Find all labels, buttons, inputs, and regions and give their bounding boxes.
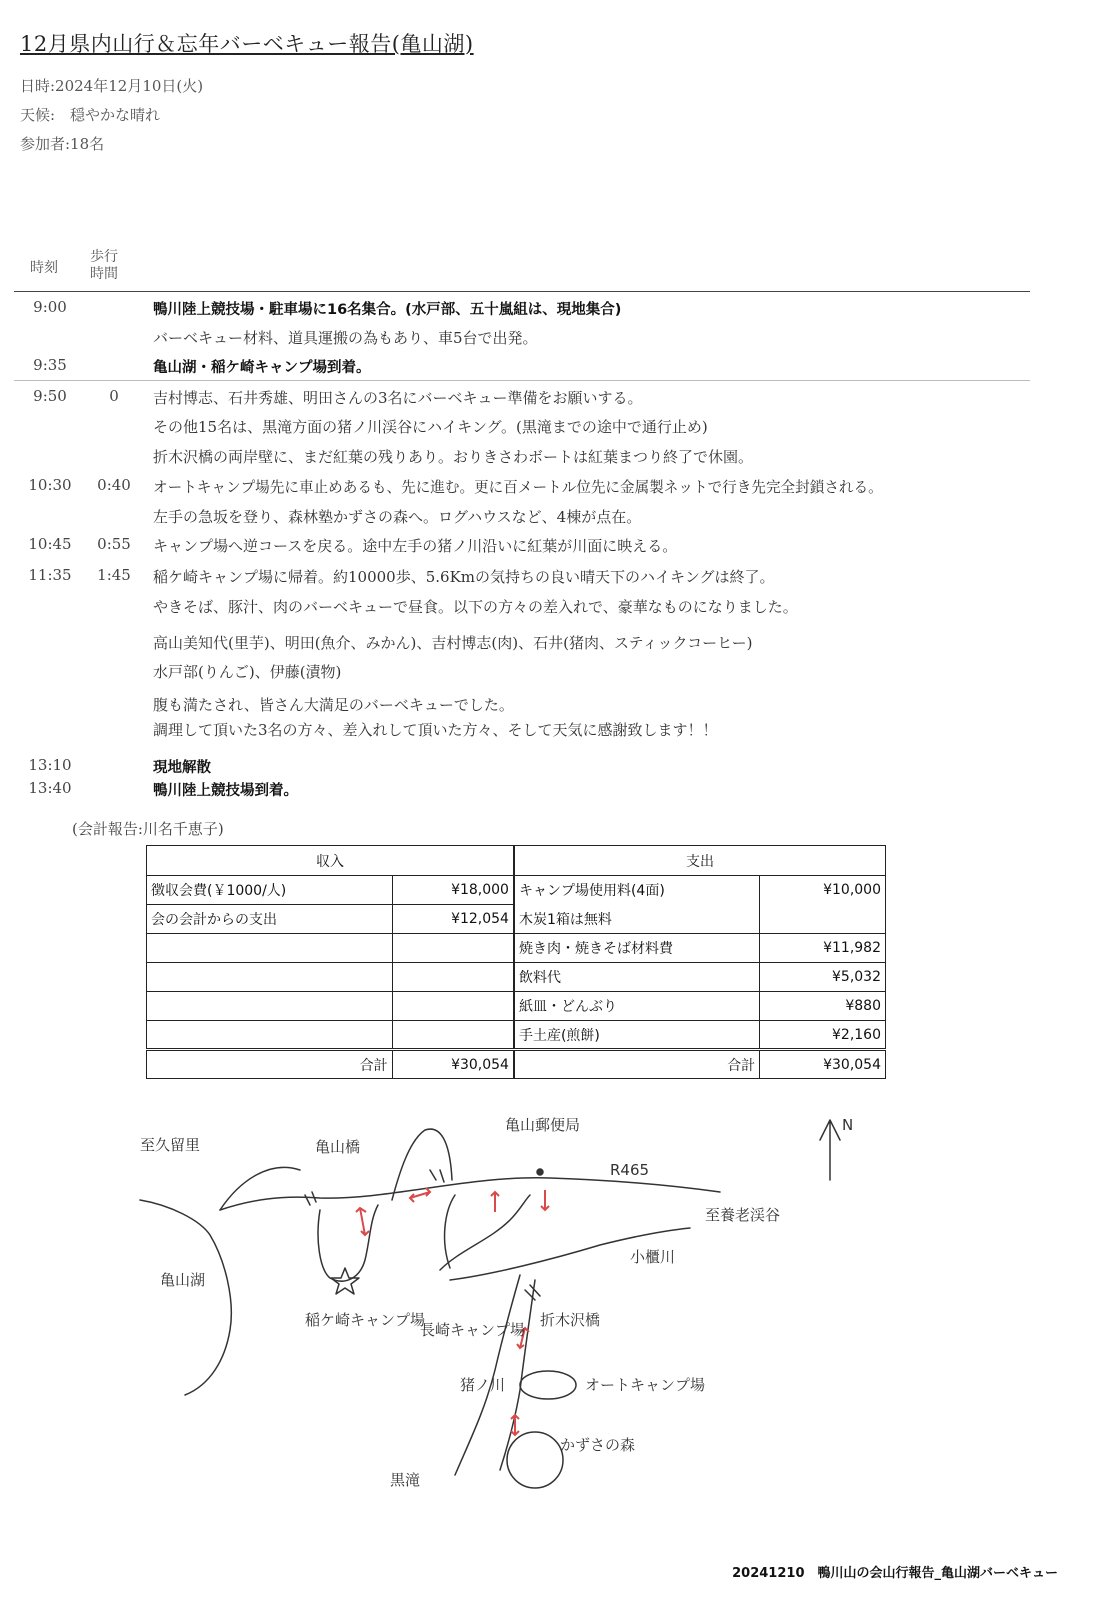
income-amount: ¥12,054 (392, 905, 514, 934)
north-arrow (820, 1120, 840, 1180)
schedule-text: やきそば、豚汁、肉のバーベキューで昼食。以下の方々の差入れで、豪華なものになりました。 (153, 598, 798, 616)
schedule-text: 亀山湖・稲ケ崎キャンプ場到着。 (153, 360, 371, 376)
schedule-time: 13:10 (28, 756, 72, 774)
schedule-row (0, 476, 1090, 500)
schedule-row (0, 779, 1090, 803)
expense-label: 木炭1箱は無料 (514, 905, 760, 934)
schedule-text: 現地解散 (153, 760, 211, 776)
road-r465 (220, 1178, 720, 1210)
route-arrow (491, 1192, 499, 1212)
accounting-row (147, 992, 886, 1021)
map-label-kurotaki: 黒滝 (390, 1471, 421, 1489)
schedule-text: バーベキュー材料、道具運搬の為もあり、車5台で出発。 (153, 329, 538, 347)
accounting-total-row (147, 1050, 886, 1079)
schedule-row (0, 327, 1090, 351)
map-label-koshigawa: 小櫃川 (630, 1248, 676, 1266)
schedule-time: 10:30 (28, 476, 72, 494)
expense-label: キャンプ場使用料(4面) (514, 876, 760, 905)
map-label-r465: R465 (610, 1161, 650, 1179)
expense-amount: ¥5,032 (760, 963, 886, 992)
route-arrow (356, 1208, 369, 1235)
schedule-time: 9:35 (33, 356, 67, 374)
report-date: 日時:2024年12月10日(火) (20, 77, 204, 95)
schedule-text: 稲ケ崎キャンプ場に帰着。約10000歩、5.6Kmの気持ちの良い晴天下のハイキングは終了。 (153, 568, 775, 586)
schedule-row (0, 446, 1090, 470)
schedule-header-walk-line2: 時間 (90, 266, 118, 282)
map-label-inagasaki: 稲ケ崎キャンプ場 (305, 1311, 426, 1329)
schedule-text: 吉村博志、石井秀雄、明田さんの3名にバーベキュー準備をお願いする。 (153, 389, 643, 407)
schedule-row (0, 694, 1090, 718)
schedule-row (0, 387, 1090, 411)
route-map (130, 1100, 854, 1520)
map-label-inogawa: 猪ノ川 (460, 1376, 506, 1394)
expense-label: 紙皿・どんぶり (514, 992, 760, 1021)
schedule-row (0, 596, 1090, 620)
income-amount: ¥18,000 (392, 876, 514, 905)
income-empty-cell (392, 934, 514, 963)
expense-header: 支出 (514, 846, 886, 876)
income-total-amount: ¥30,054 (392, 1050, 514, 1079)
expense-label: 飲料代 (514, 963, 760, 992)
schedule-text: 鴨川陸上競技場・駐車場に16名集合。(水戸部、五十嵐組は、現地集合) (153, 302, 622, 318)
map-linework (140, 1120, 840, 1488)
schedule-text: その他15名は、黒滝方面の猪ノ川渓谷にハイキング。(黒滝までの途中で通行止め) (153, 418, 708, 436)
accounting-table (146, 845, 886, 1079)
income-empty-cell (392, 963, 514, 992)
schedule-time: 11:35 (28, 566, 72, 584)
schedule-text: 鴨川陸上競技場到着。 (153, 783, 298, 799)
map-label-north: N (842, 1116, 854, 1134)
schedule-row (0, 416, 1090, 440)
schedule-row (0, 632, 1090, 656)
schedule-row (0, 756, 1090, 780)
schedule-time: 9:50 (33, 387, 67, 405)
schedule-walk: 0 (109, 387, 119, 405)
schedule-time: 10:45 (28, 535, 72, 553)
income-empty-cell (147, 1021, 393, 1050)
expense-total-label: 合計 (514, 1050, 760, 1079)
schedule-text: 左手の急坂を登り、森林塾かずさの森へ。ログハウスなど、4棟が点在。 (153, 508, 642, 526)
schedule-walk: 0:55 (97, 535, 131, 553)
river-inogawa (455, 1275, 520, 1475)
accounting-row (147, 934, 886, 963)
post-office-dot (537, 1169, 543, 1175)
income-total-label: 合計 (147, 1050, 393, 1079)
schedule-time: 9:00 (33, 298, 67, 316)
expense-total-amount: ¥30,054 (760, 1050, 886, 1079)
schedule-header-walk-line1: 歩行 (90, 249, 118, 265)
income-label: 会の会計からの支出 (147, 905, 393, 934)
accounting-title: (会計報告:川名千恵子) (72, 820, 224, 838)
schedule-text: オートキャンプ場先に車止めあるも、先に進む。更に百メートル位先に金属製ネットで行き先完全封鎖される。 (153, 479, 883, 496)
income-label: 徴収会費(￥1000/人) (147, 876, 393, 905)
report-participants: 参加者:18名 (20, 135, 105, 153)
river-branch (445, 1195, 455, 1268)
schedule-walk: 1:45 (97, 566, 131, 584)
income-empty-cell (147, 992, 393, 1021)
schedule-text: 腹も満たされ、皆さん大満足のバーベキューでした。 (153, 696, 514, 714)
expense-label: 手土産(煎餅) (514, 1021, 760, 1050)
schedule-time: 13:40 (28, 779, 72, 797)
autocamp-oval (520, 1371, 576, 1399)
map-label-autocamp: オートキャンプ場 (585, 1376, 706, 1394)
schedule-header-walk (82, 249, 126, 283)
income-header: 収入 (147, 846, 514, 876)
kazusa-circle (507, 1432, 563, 1488)
income-empty-cell (147, 934, 393, 963)
map-label-kurusato: 至久留里 (140, 1136, 201, 1154)
report-title: 12月県内山行＆忘年バーベキュー報告(亀山湖) (20, 32, 474, 56)
schedule-divider (14, 380, 1030, 381)
income-empty-cell (392, 992, 514, 1021)
footer-caption: 20241210 鴨川山の会山行報告_亀山湖バーベキュー (732, 1566, 1058, 1581)
schedule-header-time: 時刻 (30, 260, 58, 276)
schedule-text: 調理して頂いた3名の方々、差入れして頂いた方々、そして天気に感謝致します！！ (153, 721, 718, 739)
map-label-kazusa: かずさの森 (560, 1436, 636, 1454)
map-label-nagasaki: 長崎キャンプ場 (420, 1321, 526, 1339)
schedule-row (0, 356, 1090, 380)
map-label-kameyamako: 亀山湖 (160, 1271, 206, 1289)
accounting-row (147, 963, 886, 992)
expense-amount: ¥2,160 (760, 1021, 886, 1050)
report-weather: 天候: 穏やかな晴れ (20, 106, 161, 124)
route-arrow (541, 1190, 549, 1210)
income-empty-cell (147, 963, 393, 992)
schedule-row (0, 719, 1090, 743)
schedule-text: 水戸部(りんご)、伊藤(漬物) (153, 663, 342, 681)
schedule-row (0, 535, 1090, 559)
schedule-text: 折木沢橋の両岸壁に、まだ紅葉の残りあり。おりきさわボートは紅葉まつり終了で休園。 (153, 448, 754, 466)
schedule-row (0, 661, 1090, 685)
accounting-header-row (147, 846, 886, 876)
schedule-row (0, 506, 1090, 530)
river-upper (440, 1195, 530, 1270)
lake-shore (140, 1200, 231, 1395)
map-label-kameyama-post: 亀山郵便局 (505, 1116, 581, 1134)
expense-amount: ¥10,000 (760, 876, 886, 934)
expense-amount: ¥880 (760, 992, 886, 1021)
schedule-text: キャンプ場へ逆コースを戻る。途中左手の猪ノ川沿いに紅葉が川面に映える。 (153, 537, 678, 555)
schedule-walk: 0:40 (97, 476, 131, 494)
road-to-kurusato (220, 1167, 300, 1210)
accounting-row (147, 876, 886, 905)
inagasaki-peninsula (318, 1205, 378, 1281)
accounting-row (147, 1021, 886, 1050)
income-empty-cell (392, 1021, 514, 1050)
schedule-header-rule (14, 291, 1030, 292)
schedule-row (0, 566, 1090, 590)
map-label-kameikebashi: 亀山橋 (315, 1138, 361, 1156)
expense-label: 焼き肉・焼きそば材料費 (514, 934, 760, 963)
expense-amount: ¥11,982 (760, 934, 886, 963)
map-label-yoro: 至養老渓谷 (705, 1206, 781, 1224)
map-label-orikisawa: 折木沢橋 (540, 1311, 601, 1329)
schedule-row (0, 298, 1090, 322)
schedule-text: 高山美知代(里芋)、明田(魚介、みかん)、吉村博志(肉)、石井(猪肉、スティックコーヒー) (153, 634, 753, 652)
